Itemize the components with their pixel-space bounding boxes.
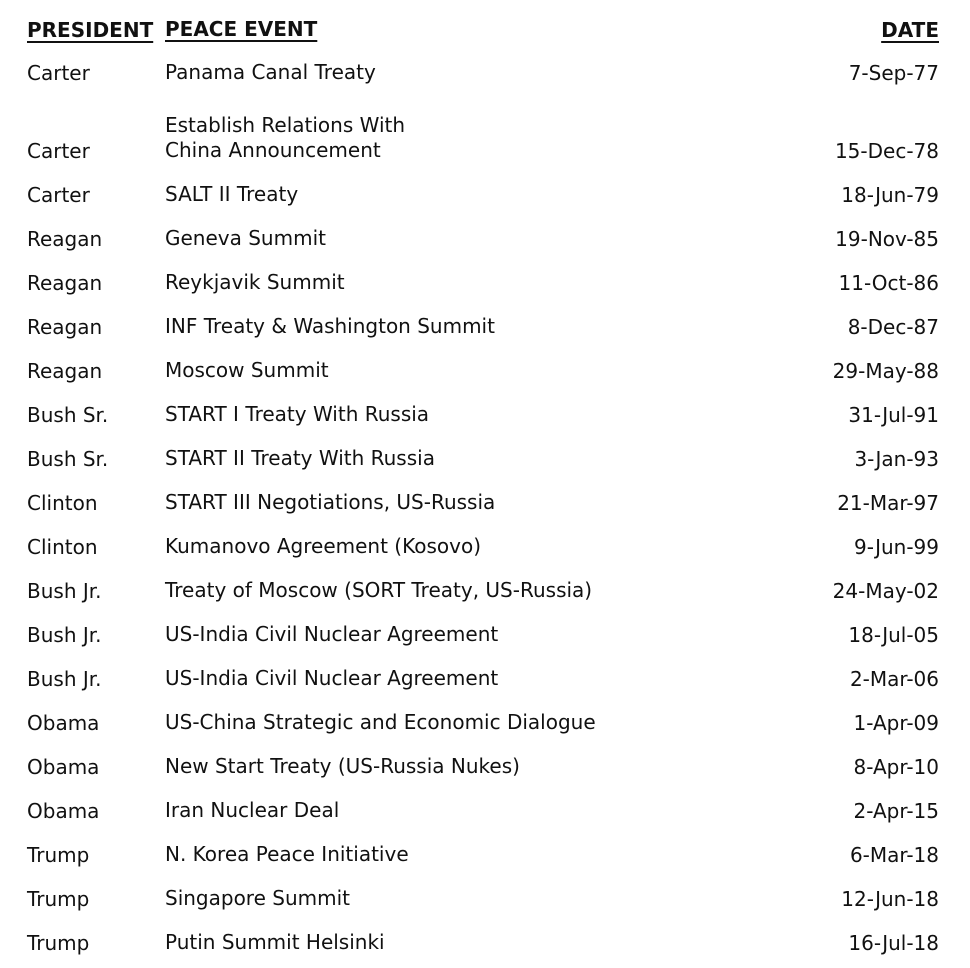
cell-date: 16-Jul-18 (848, 931, 939, 955)
cell-date: 8-Apr-10 (853, 755, 939, 779)
cell-president: Reagan (27, 227, 103, 251)
cell-president: Bush Jr. (27, 623, 102, 647)
cell-president: Clinton (27, 535, 98, 559)
table-row (27, 698, 939, 742)
cell-event: Establish Relations With China Announcement (165, 113, 406, 162)
cell-event: Iran Nuclear Deal (165, 798, 340, 822)
cell-event: Kumanovo Agreement (Kosovo) (165, 534, 481, 558)
cell-president: Clinton (27, 491, 98, 515)
cell-president: Bush Jr. (27, 579, 102, 603)
table-row (27, 566, 939, 610)
cell-date: 29-May-88 (832, 359, 939, 383)
cell-date: 11-Oct-86 (838, 271, 939, 295)
table-row (27, 786, 939, 830)
table-row (27, 390, 939, 434)
cell-president: Bush Jr. (27, 667, 102, 691)
cell-date: 15-Dec-78 (834, 139, 939, 163)
cell-event: SALT II Treaty (165, 182, 299, 206)
cell-event: Moscow Summit (165, 358, 329, 382)
table-row (27, 170, 939, 214)
table-row (27, 610, 939, 654)
cell-date: 3-Jan-93 (854, 447, 939, 471)
peace-events-table (27, 8, 939, 962)
cell-event: START III Negotiations, US-Russia (165, 490, 496, 514)
cell-date: 2-Apr-15 (853, 799, 939, 823)
cell-date: 19-Nov-85 (835, 227, 939, 251)
cell-date: 18-Jun-79 (841, 183, 939, 207)
cell-president: Obama (27, 711, 100, 735)
cell-event: US-China Strategic and Economic Dialogue (165, 710, 596, 734)
table-row (27, 918, 939, 962)
table-row (27, 654, 939, 698)
table-row (27, 302, 939, 346)
cell-president: Reagan (27, 271, 103, 295)
header-date: DATE (881, 18, 939, 42)
cell-date: 2-Mar-06 (849, 667, 939, 691)
cell-event: Singapore Summit (165, 886, 350, 910)
cell-date: 1-Apr-09 (853, 711, 939, 735)
cell-date: 24-May-02 (832, 579, 939, 603)
cell-president: Carter (27, 61, 90, 85)
cell-president: Bush Sr. (27, 447, 109, 471)
table-row (27, 258, 939, 302)
cell-date: 6-Mar-18 (849, 843, 939, 867)
table-row (27, 434, 939, 478)
header-peace-event: PEACE EVENT (165, 17, 318, 41)
cell-date: 21-Mar-97 (837, 491, 939, 515)
table-row (27, 214, 939, 258)
cell-event: US-India Civil Nuclear Agreement (165, 622, 499, 646)
table-row (27, 478, 939, 522)
cell-date: 12-Jun-18 (841, 887, 939, 911)
cell-event: N. Korea Peace Initiative (165, 842, 409, 866)
cell-event: Geneva Summit (165, 226, 326, 250)
table-row (27, 522, 939, 566)
cell-event: START I Treaty With Russia (165, 402, 430, 426)
cell-president: Obama (27, 755, 100, 779)
cell-president: Carter (27, 183, 90, 207)
cell-date: 7-Sep-77 (848, 61, 939, 85)
cell-event: Panama Canal Treaty (165, 60, 376, 84)
table-row (27, 874, 939, 918)
cell-event: New Start Treaty (US-Russia Nukes) (165, 754, 520, 778)
cell-event: Reykjavik Summit (165, 270, 345, 294)
cell-president: Bush Sr. (27, 403, 109, 427)
table-header (27, 8, 939, 48)
cell-event: Treaty of Moscow (SORT Treaty, US-Russia) (165, 578, 593, 602)
table-row (27, 346, 939, 390)
cell-president: Reagan (27, 315, 103, 339)
header-president: PRESIDENT (27, 18, 154, 42)
cell-date: 31-Jul-91 (848, 403, 939, 427)
cell-president: Trump (27, 931, 90, 955)
cell-president: Trump (27, 887, 90, 911)
cell-president: Carter (27, 139, 90, 163)
cell-event: START II Treaty With Russia (165, 446, 435, 470)
cell-president: Reagan (27, 359, 103, 383)
cell-event: US-India Civil Nuclear Agreement (165, 666, 499, 690)
cell-date: 18-Jul-05 (848, 623, 939, 647)
cell-date: 8-Dec-87 (847, 315, 939, 339)
table-row (27, 742, 939, 786)
table-row (27, 92, 939, 170)
table-row (27, 830, 939, 874)
cell-date: 9-Jun-99 (854, 535, 939, 559)
table-row (27, 48, 939, 92)
cell-event: Putin Summit Helsinki (165, 930, 385, 954)
cell-president: Obama (27, 799, 100, 823)
cell-event: INF Treaty & Washington Summit (165, 314, 495, 338)
cell-president: Trump (27, 843, 90, 867)
